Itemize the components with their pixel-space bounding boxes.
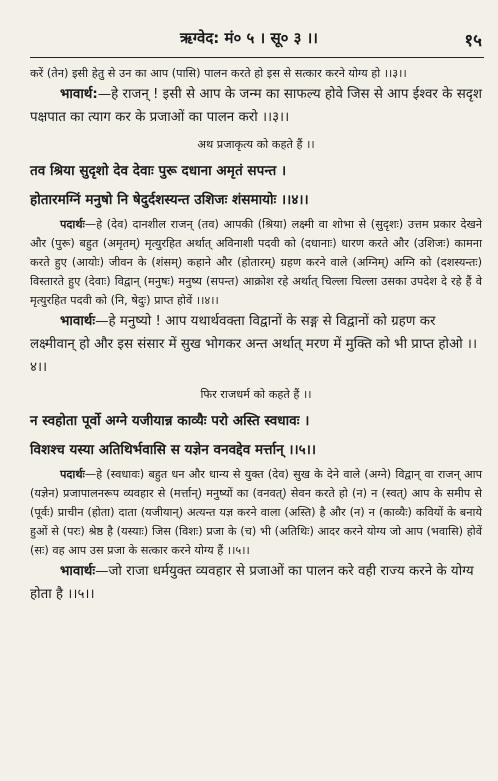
padarth-paragraph — [30, 215, 482, 310]
section-intro: अथ प्रजाकृत्य को कहते हैं ।। — [197, 138, 315, 151]
mantra-line: तव श्रिया सुदृशो देव देवाः पुरू दधाना अमृतं सपन्त । — [30, 163, 287, 179]
bhavarth-text: —जो राजा धर्मयुक्त व्यवहार से प्रजाओं का पालन करे वही राज्य करने के योग्य होता है ।।५।। — [30, 564, 474, 602]
header-rule — [30, 57, 484, 58]
page-number: १५ — [464, 31, 482, 51]
mantra-line: होतारमग्निं मनुषो नि षेदुर्दशस्यन्त उशिजः शंसमायोः ।।४।। — [30, 192, 309, 208]
bhavarth-paragraph — [30, 560, 482, 606]
section-intro: फिर राजधर्म को कहते हैं ।। — [200, 388, 312, 401]
bhavarth-paragraph — [30, 83, 482, 129]
padarth-paragraph — [30, 465, 482, 560]
padarth-text: —हे (देव) दानशील राजन् (तव) आपकी (श्रिया) लक्ष्मी वा शोभा से (सुदृशः) उत्तम प्रकार देखने और (पुरू) बहुत (अमृतम्) मृत्युरहित अर्थात् अविनाशी पदवी को (दधानाः) धारण करते और (उशिजः) कामना करते हुए (आयोः) जीवन के (शंसम्) कहाने और (होतारम्) ग्रहण करने वाले (अग्निम्) अग्नि को (दशस्यन्तः) विस्तारते हुए (देवाः) विद्वान् (मनुषः) मनुष्य (सपन्त) आक्रोश रहे अर्थात् चिल्ला चिल्ला उसका उपदेश दे रहे हैं वे मृत्युरहित पदवी को (नि, षेदुः) प्राप्त होवें ।।४।। — [30, 218, 482, 307]
bhavarth-label: भावार्थ: — [60, 87, 98, 102]
page-header — [0, 28, 498, 54]
bhavarth-label: भावार्थः — [60, 564, 96, 579]
bhavarth-text: —हे राजन् ! इसी से आप के जन्म का साफल्य होवे जिस से आप ईश्वर के सदृश पक्षपात का त्याग कर के प्रजाओं का पालन करो ।।३।। — [30, 87, 482, 125]
bhavarth-text: —हे मनुष्यो ! आप यथार्थवक्ता विद्वानों के सङ्ग से विद्वानों को ग्रहण कर लक्ष्मीवान् हो और इस संसार में सुख भोगकर अन्त अर्थात् मरण में मुक्ति को भी प्राप्त होओ ।।४।। — [30, 314, 478, 375]
bhavarth-paragraph — [30, 310, 482, 379]
running-title: ऋग्वेद: मं० ५ । सू० ३ ।। — [179, 29, 318, 47]
padarth-label: पदार्थः — [60, 468, 85, 481]
continuation-paragraph: करें (तेन) इसी हेतु से उन का आप (पासि) पालन करते हो इस से सत्कार करने योग्य हो ।।३।। — [30, 67, 407, 80]
mantra-line: विशश्च यस्या अतिथिर्भवासि स यज्ञेन वनवद्देव मर्त्तान् ।।५।। — [30, 442, 317, 458]
bhavarth-label: भावार्थः — [60, 314, 96, 329]
padarth-label: पदार्थः — [60, 218, 85, 231]
mantra-line: न स्वहोता पूर्वो अग्ने यजीयान्न काव्यैः परो अस्ति स्वधावः । — [30, 413, 310, 429]
page-body — [30, 64, 482, 606]
padarth-text: —हे (स्वधावः) बहुत धन और धान्य से युक्त (देव) सुख के देने वाले (अग्ने) विद्वान् वा राजन् आप (यज्ञेन) प्रजापालनरूप व्यवहार से (मर्त्तान्) मनुष्यों का (वनवत्) सेवन करते हो (न) न (स्वत्) आप के समीप से (पूर्वः) प्राचीन (होता) दाता (यजीयान्) अत्यन्त यज्ञ करने वाला (अस्ति) है और (न) न (काव्यैः) कवियों के बनाये हुओं से (परः) श्रेष्ठ है (यस्याः) जिस (विशः) प्रजा के (च) भी (अतिथिः) आदर करने योग्य जो आप (भवासि) होवें (सः) वह आप उस प्रजा के सत्कार करने योग्य हैं ।।५।। — [30, 468, 482, 557]
